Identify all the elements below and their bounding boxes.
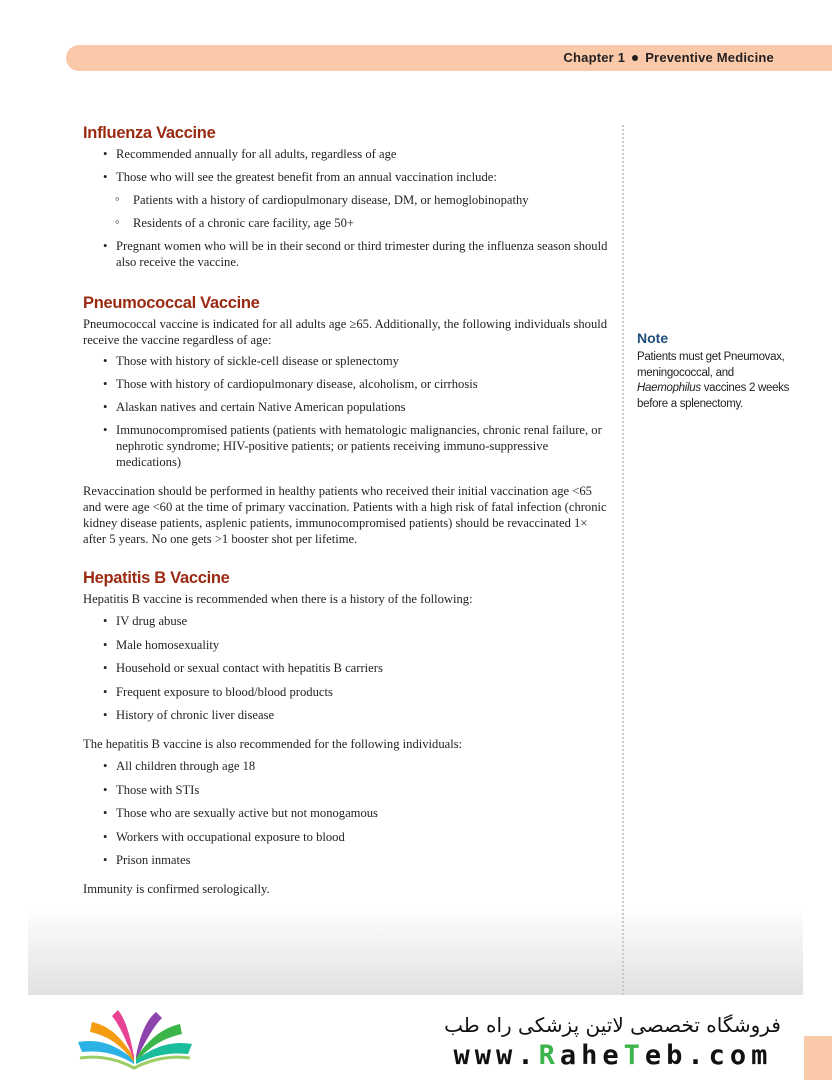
hepatitis-b-history-list (83, 613, 609, 723)
paragraph: The hepatitis B vaccine is also recommended for the following individuals: (83, 737, 463, 751)
section-heading-influenza: Influenza Vaccine (83, 124, 216, 142)
section-heading-pneumococcal: Pneumococcal Vaccine (83, 294, 260, 312)
list-item: • Prison inmates (83, 852, 609, 868)
list-item: • Alaskan natives and certain Native American populations (83, 399, 609, 415)
list-item: • Immunocompromised patients (patients with hematologic malignancies, chronic renal failure, or nephrotic syndrome; HIV-positive patients; or patients receiving immuno-suppressive medications) (83, 422, 609, 470)
paragraph: Hepatitis B vaccine is recommended when there is a history of the following: (83, 592, 473, 606)
list-item: • History of chronic liver disease (83, 707, 609, 723)
column-divider (622, 125, 624, 995)
note-text: Patients must get Pneumovax, meningococcal, and Haemophilus vaccines 2 weeks before a splenectomy. (637, 351, 790, 410)
paragraph: Immunity is confirmed serologically. (83, 882, 270, 896)
list-item: • Those with history of cardiopulmonary disease, alcoholism, or cirrhosis (83, 376, 609, 392)
influenza-list (83, 146, 609, 270)
paragraph: Revaccination should be performed in healthy patients who received their initial vaccination age <65 and were age <60 at the time of primary vaccination. Patients with a high risk of fatal infection (chronic kidney disease patients, asplenic patients, immunocompromised patients) should be revaccinated 1× after 5 years. No one gets >1 booster shot per lifetime. (83, 484, 607, 546)
page-bottom-shadow (28, 905, 803, 995)
list-item: • Workers with occupational exposure to blood (83, 829, 609, 845)
list-item: • Frequent exposure to blood/blood products (83, 684, 609, 700)
main-column (83, 124, 609, 897)
sub-list-item: ◦ Residents of a chronic care facility, age 50+ (83, 215, 609, 231)
list-item: • Those who will see the greatest benefit from an annual vaccination include: (83, 169, 609, 185)
list-item: • Household or sexual contact with hepatitis B carriers (83, 660, 609, 676)
running-header (563, 50, 774, 65)
list-item: • Those with STIs (83, 782, 609, 798)
section-heading-hepatitis-b: Hepatitis B Vaccine (83, 569, 230, 587)
sidebar-note (637, 330, 797, 412)
pneumococcal-list (83, 353, 609, 470)
store-url[interactable]: www.RaheTeb.com (453, 1040, 773, 1071)
bullet-dot-icon (632, 55, 638, 61)
list-item: • Those who are sexually active but not monogamous (83, 805, 609, 821)
list-item: • Those with history of sickle-cell disease or splenectomy (83, 353, 609, 369)
note-heading: Note (637, 330, 669, 346)
list-item: • IV drug abuse (83, 613, 609, 629)
chapter-label: Chapter 1 (563, 50, 626, 65)
list-item: • Male homosexuality (83, 637, 609, 653)
list-item: • Recommended annually for all adults, regardless of age (83, 146, 609, 162)
hepatitis-b-individuals-list (83, 758, 609, 868)
book-logo-icon (70, 1008, 200, 1070)
sub-list-item: ◦ Patients with a history of cardiopulmonary disease, DM, or hemoglobinopathy (83, 192, 609, 208)
list-item: • All children through age 18 (83, 758, 609, 774)
list-item: • Pregnant women who will be in their second or third trimester during the influenza season should also receive the vaccine. (83, 238, 609, 270)
paragraph: Pneumococcal vaccine is indicated for all adults age ≥65. Additionally, the following individuals should receive the vaccine regardless of age: (83, 317, 608, 347)
store-name: فروشگاه تخصصی لاتین پزشکی راه طب (444, 1013, 781, 1037)
page-edge-tab (804, 1036, 832, 1080)
chapter-title: Preventive Medicine (645, 50, 774, 65)
